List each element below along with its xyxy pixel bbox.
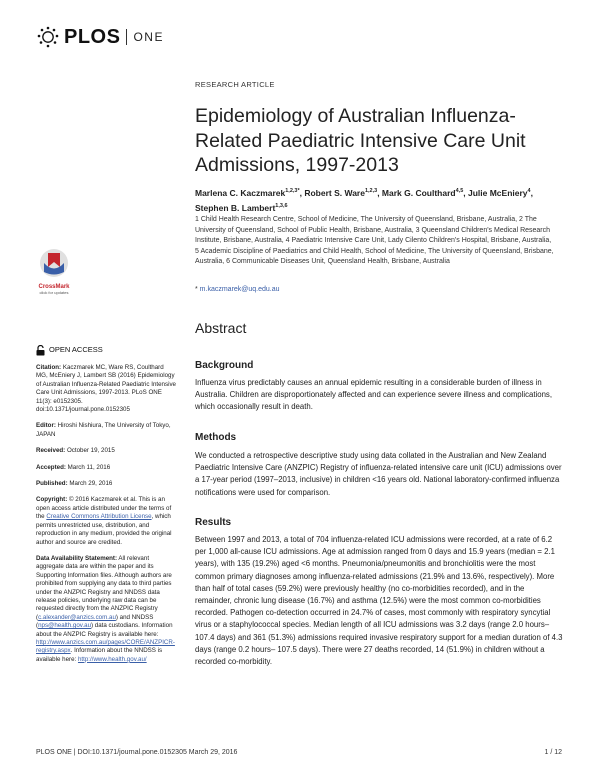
citation-block [36, 364, 176, 414]
affiliations: 1 Child Health Research Centre, School of Medicine, The University of Queensland, Brisbane, Australia, 2 The University of Queensland, School of Public Health, Brisbane, Australia, 3 Queensland Children's Medical Research Institute, Brisbane, Australia, 4 Paediatric Intensive Care Unit, Lady Cilento Children's Hospital, Brisbane, Australia, 5 Academic Discipline of Paediatrics and Child Health, School of Medicine, The University of Queensland, Brisbane, Australia, 6 Communicable Diseases Unit, Queensland Health, Brisbane, Australia [195, 216, 554, 265]
received-label: Received: [36, 447, 66, 455]
email-link[interactable]: m.kaczmarek@uq.edu.au [199, 286, 280, 293]
author-affil-sup: 1,2,3 [285, 188, 298, 194]
editor-label: Editor: [36, 422, 56, 430]
copyright-text: © 2016 Kaczmarek et al. This is an open access article distributed under the terms of the [36, 496, 172, 521]
received-block [36, 447, 176, 455]
corresponding-mark: * [297, 188, 300, 194]
results-text: Between 1997 and 2013, a total of 704 influenza-related ICU admissions were recorded, at a rate of 6.2 per 1,000 all-cause ICU admissions. Age at admission ranged from 0 days and 15.9 years (median = 2.1 years), with 135 (19.2%) aged <6 months. Pneumonia/pneumonitis and bronchiolitis were the most common primary diagnoses among influenza-related admissions (21.9% and 13.6%, respectively). More than half of total cases (59.2%) were previously healthy (no co-morbidities recorded), and in the remainder, chronic lung disease (16.7%) and asthma (12.5%) were the most common co-morbidities recorded. Pathogen co-detection occurred in 24.7% of cases, most commonly with respiratory syncytial virus or a staphylococcal species. Median length of all ICU admissions was 3.2 days (range 2.0 hours– 107.4 days) and 361 (51.3%) admissions required invasive respiratory support for a median duration of 4.3 days (range 0.2 hours– 107.5 days). There were 27 deaths recorded, 14 (51.9%) in children without a recorded co-morbidity. [195, 535, 563, 667]
open-lock-icon [36, 345, 45, 356]
abstract-heading: Abstract [195, 320, 247, 336]
plos-one-logo[interactable] [36, 26, 164, 48]
citation-text: Kaczmarek MC, Ware RS, Coulthard MG, McEniery J, Lambert SB (2016) Epidemiology of Australian Influenza-Related Paediatric Intensive Care Unit Admissions, 1997-2013. PLoS ONE 11(3): e0152305. doi:10.1371/journal.pone.0152305 [36, 364, 176, 414]
nndss-email-link[interactable]: nps@health.gov.au [38, 622, 92, 630]
results-heading: Results [195, 517, 232, 528]
data-availability-text: . Information about the NNDSS is available here: [36, 647, 163, 663]
logo-name: PLOS [64, 25, 121, 48]
received-date: October 19, 2015 [65, 447, 115, 455]
crossmark-badge[interactable] [34, 248, 74, 295]
copyright-label: Copyright: [36, 496, 68, 504]
data-availability-label: Data Availability Statement: [36, 554, 118, 562]
background-text: Influenza virus predictably causes an annual epidemic resulting in a considerable burden of illness in Australia. Children are disproportionately affected and can experience severe illness and complications, which occasionally result in death. [195, 378, 552, 412]
accepted-block [36, 464, 176, 472]
published-block [36, 480, 176, 488]
crossmark-sub: click for updates [39, 290, 69, 295]
published-date: March 29, 2016 [67, 480, 113, 488]
health-gov-link[interactable]: http://www.health.gov.au/ [77, 655, 147, 663]
article-type: RESEARCH ARTICLE [195, 80, 275, 89]
crossmark-label: CrossMark [38, 284, 70, 290]
anzics-email-link[interactable]: c.alexander@anzics.com.au [38, 613, 116, 621]
data-availability-text: All relevant aggregate data are within the paper and its Supporting Information files. Although authors are prohibited from supplying any data to third parties under the ANZPIC Registry and NNDSS data release policies, underlying raw data can be requested directly from the ANZPIC Registry ( [36, 554, 172, 621]
logo-journal: ONE [133, 30, 164, 44]
methods-text: We conducted a retrospective descriptive study using data collated in the Australian and New Zealand Paediatric Intensive Care (ANZPIC) Registry of influenza-related intensive care unit (ICU) admissions over a 17-year period (1997–2013, inclusive) in children <16 years old. National laboratory-confirmed influenza notifications were used for comparison. [195, 451, 562, 497]
data-availability-text: ) and NNDSS ( [36, 613, 154, 630]
background-heading: Background [195, 360, 254, 371]
anzpic-registry-link[interactable]: http://www.anzics.com.au/pages/CORE/ANZPICR-registry.aspx [36, 638, 175, 655]
editor-text: Hiroshi Nishiura, The University of Tokyo, JAPAN [36, 422, 171, 438]
author-name[interactable]: , Julie McEniery [463, 187, 528, 198]
article-sidebar [36, 345, 176, 672]
copyright-text: , which permits unrestricted use, distribution, and reproduction in any medium, provided the original author and source are credited. [36, 513, 172, 546]
open-access-badge [36, 345, 176, 356]
email-prefix: * [195, 286, 200, 293]
open-access-label: OPEN ACCESS [49, 345, 103, 355]
footer-citation: PLOS ONE | DOI:10.1371/journal.pone.0152305 March 29, 2016 [36, 749, 238, 756]
author-affil-sup: 1,2,3 [364, 188, 378, 194]
editor-block [36, 422, 176, 439]
author-list [195, 185, 555, 215]
author-name[interactable]: , Stephen B. Lambert [195, 187, 533, 213]
copyright-block [36, 496, 176, 546]
citation-label: Citation: [36, 364, 62, 371]
page-number: 1 / 12 [544, 749, 562, 756]
accepted-label: Accepted: [36, 463, 66, 471]
author-name[interactable]: , Robert S. Ware [299, 187, 365, 198]
data-availability-block [36, 555, 176, 664]
author-affil-sup: 4 [527, 188, 531, 194]
plos-dots-icon [36, 26, 60, 48]
published-label: Published: [36, 480, 68, 488]
crossmark-icon [39, 248, 69, 278]
author-name[interactable]: , Mark G. Coulthard [377, 187, 456, 198]
corresponding-email [195, 286, 280, 293]
author-affil-sup: 1,3,6 [275, 202, 288, 209]
accepted-date: March 11, 2016 [65, 463, 111, 471]
data-availability-text: ) data custodians. Information about the ANZPIC Registry is available here: [36, 622, 173, 638]
license-link[interactable]: Creative Commons Attribution License [46, 513, 152, 521]
author-name[interactable]: Marlena C. Kaczmarek [195, 187, 286, 198]
article-title: Epidemiology of Australian Influenza-Related Paediatric Intensive Care Unit Admissions, 1997-2013 [195, 105, 526, 176]
logo-divider [126, 29, 127, 45]
author-affil-sup: 4,5 [455, 188, 464, 194]
methods-heading: Methods [195, 432, 237, 443]
